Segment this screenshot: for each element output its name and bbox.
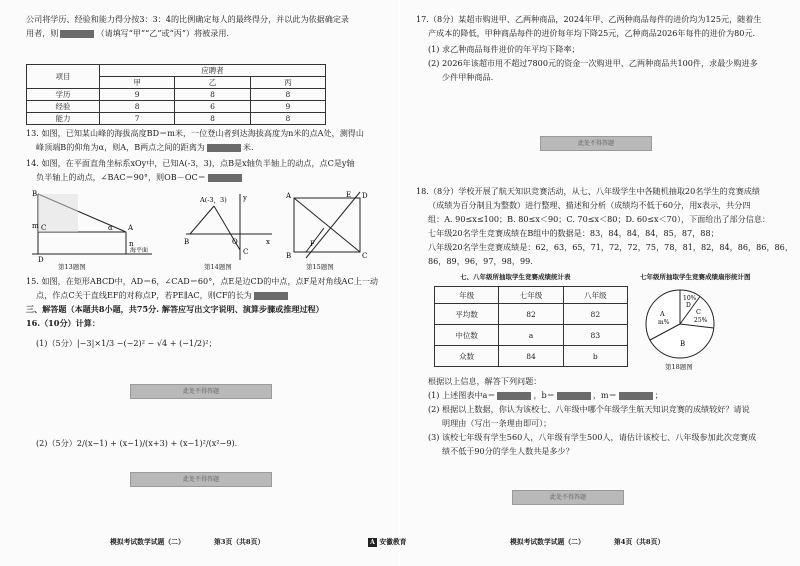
fig13-label-n: n: [129, 240, 134, 248]
q18-line-6: 86，89，96，97，98，99.: [428, 256, 533, 266]
q14-line-2: 负半轴上的动点，∠BAC＝90°，则OB－OC＝: [36, 172, 244, 182]
q18-line-2: （成绩为百分制且为整数）进行整理、描述和分析（成绩均不低于60分，用x表示，共分四: [428, 200, 751, 210]
q17-part-2b: 少件甲种商品.: [442, 72, 494, 82]
intro-line-1: 公司将学历、经验和能力得分按3：3：4的比例确定每人的最终得分，并以此为依据确定录: [26, 14, 350, 24]
q16-heading: 16.（10分）计算：: [26, 318, 100, 328]
applicant-score-table: [26, 64, 326, 125]
table-row: 学历 9 8 8: [27, 89, 326, 101]
redacted-answer: [497, 392, 531, 400]
fig13-label-m: m: [32, 222, 39, 230]
fig13-label-b: B: [32, 190, 38, 198]
pie-label-d: D: [686, 302, 691, 309]
q18-line-4: 七年级20名学生竞赛成绩在B组中的数据是：83，84，84，84，85，87，88；: [428, 228, 719, 238]
table-col-header: 丙: [250, 77, 325, 89]
redacted-answer: [60, 30, 94, 38]
brand-logo-icon: A: [368, 538, 377, 547]
left-page: [0, 0, 398, 566]
table-header-row: 年级 七年级 八年级: [435, 287, 628, 304]
no-answer-stamp: 此处不得答题: [512, 490, 624, 505]
pie-label-a-pct: m%: [658, 319, 670, 326]
fig14-caption: 第14题图: [204, 263, 232, 271]
no-answer-stamp: 此处不得答题: [540, 136, 652, 151]
right-footer-page: 第4页（共8页）: [614, 538, 665, 546]
table-col-header: 甲: [100, 77, 175, 89]
figure-13: [30, 188, 160, 262]
fig15-label-b: B: [286, 252, 292, 260]
no-answer-stamp: 此处不得答题: [130, 384, 272, 399]
answer-part-3b: 绩不低于90分的学生人数共是多少？: [442, 446, 574, 456]
answer-intro: 根据以上信息，解答下列问题：: [428, 376, 542, 386]
left-footer-page: 第3页（共8页）: [214, 538, 265, 546]
table-row: 经验 8 6 9: [27, 101, 326, 113]
pie-label-c: C: [696, 308, 701, 316]
answer-part-3a: (3) 该校七年级有学生560人，八年级有学生500人，请估计该校七、八年级参加此次竞赛成: [428, 432, 757, 442]
pie-label-b: B: [680, 340, 686, 348]
fig14-label-y: y: [243, 194, 247, 202]
table-row: 平均数 82 82: [435, 304, 628, 325]
table-col-header: 乙: [175, 77, 250, 89]
fig14-label-c: C: [243, 248, 249, 256]
q16-part-1: (1)（5分）|−3|×1/3 −(−2)² − √4 + (−1/2)²；: [36, 338, 217, 348]
fig13-label-a: A: [128, 224, 134, 232]
pie-label-a: A: [660, 310, 665, 318]
q14-line-1: 14. 如图，在平面直角坐标系xOy中，已知A(-3，3)，点B是x轴负半轴上的动点，点C是y轴: [26, 158, 355, 168]
answer-part-1: (1) 上述图表中a＝ ，b＝ ，m＝ ；: [428, 390, 663, 400]
q13-line-2: 峰顶端B的仰角为α，则A，B两点之间的距离为 米.: [36, 142, 254, 152]
figure-14: [176, 188, 276, 262]
redacted-answer: [207, 144, 241, 152]
answer-part-2b: 明理由（写出一条理由即可）；: [442, 418, 552, 428]
fig13-label-d: D: [38, 256, 44, 262]
fig14-label-a: A(-3，3): [200, 196, 227, 204]
redacted-answer: [557, 392, 591, 400]
fig15-label-a: A: [286, 192, 292, 200]
fig15-caption: 第15题图: [306, 263, 334, 271]
stats-table: [434, 286, 628, 367]
q18-line-3: 组：A. 90≤x≤100；B. 80≤x＜90；C. 70≤x＜80；D. 60≤x＜70），下面给出了部分信息：: [428, 214, 771, 224]
section-3-heading: 三、解答题（本题共8小题，共75分. 解答应写出文字说明、演算步骤或推理过程）: [26, 304, 324, 314]
fig15-label-c: C: [362, 252, 368, 260]
table-corner: 项目: [27, 65, 100, 89]
fig15-label-f: F: [310, 240, 315, 248]
q18-line-5: 八年级20名学生竞赛成绩是：62，63，65，71，72，72，75，78，81，82，84，86，86，86，: [428, 242, 793, 252]
q17-part-1: (1) 求乙种商品每件进价的年平均下降率；: [428, 44, 580, 54]
table-group-header: 应聘者: [100, 65, 326, 77]
stats-table-title: 七、八年级所抽取学生竞赛成绩统计表: [460, 273, 571, 281]
fig13-label-alpha: α: [108, 224, 113, 232]
redacted-answer: [254, 292, 288, 300]
intro-line-2: 用者，则 （请填写“甲”“乙”或“丙”）将被录用.: [26, 28, 230, 38]
q18-line-1: 18.（8分）学校开展了航天知识竞赛活动，从七、八年级学生中各随机抽取20名学生的竞赛成绩: [416, 186, 760, 196]
q17-line-2: 产成本的降低，甲种商品每件的进价每年均下降25元，乙种商品2026年每件的进价为80元.: [428, 28, 756, 38]
figure-15: [284, 188, 374, 262]
pie-caption: 第18题图: [665, 363, 693, 371]
right-footer-title: 模拟考试数学试题（二）: [510, 538, 585, 546]
redacted-answer: [208, 174, 242, 182]
fig15-label-e: E: [346, 191, 352, 199]
q15-line-2: 点，作点C关于直线EF的对称点P，若PE∥AC，则CF的长为: [36, 290, 290, 300]
table-row: 能力 7 8 8: [27, 113, 326, 125]
no-answer-stamp: 此处不得答题: [130, 472, 272, 487]
q15-line-1: 15. 如图，在矩形ABCD中，AD＝6，∠CAD＝60°，点E是边CD的中点，点F是对角线AC上一动: [26, 276, 378, 286]
redacted-answer: [619, 392, 653, 400]
fig14-label-x: x: [266, 238, 270, 246]
left-footer-title: 模拟考试数学试题（二）: [110, 538, 185, 546]
fig14-label-o: O: [232, 238, 238, 246]
table-row: 中位数 a 83: [435, 325, 628, 346]
q17-part-2a: (2) 2026年该超市用不超过7800元的资金一次购进甲、乙两种商品共100件，求最少购进多: [428, 58, 758, 68]
fig15-label-d: D: [362, 192, 368, 200]
fig13-caption: 第13题图: [58, 263, 86, 271]
answer-part-2a: (2) 根据以上数据，你认为该校七、八年级中哪个年级学生航天知识竞赛的成绩较好？请说: [428, 404, 750, 414]
q13-line-1: 13. 如图，已知某山峰的海拔高度BD＝m米，一位登山者到达海拔高度为n米的点A处，测得山: [26, 128, 364, 138]
pie-chart: [640, 284, 720, 364]
pie-label-c-pct: 25%: [694, 317, 708, 324]
pie-label-d-pct: 10%: [683, 295, 697, 302]
right-page: [370, 0, 800, 566]
fig14-label-b: B: [184, 238, 190, 246]
q16-part-2: (2)（5分）2/(x−1) + (x−1)/(x+3) + (x−1)²/(x²−9).: [36, 438, 238, 448]
table-row: 众数 84 b: [435, 346, 628, 367]
pie-title: 七年级所抽取学生竞赛成绩扇形统计图: [640, 273, 751, 281]
fig13-label-sea: 海平面: [130, 247, 149, 254]
brand-footer: A 安徽教育: [368, 536, 407, 547]
fig13-label-c: C: [41, 224, 47, 232]
q17-line-1: 17.（8分）某超市购进甲、乙两种商品，2024年甲、乙两种商品每件的进价均为125元，随着生: [416, 14, 762, 24]
